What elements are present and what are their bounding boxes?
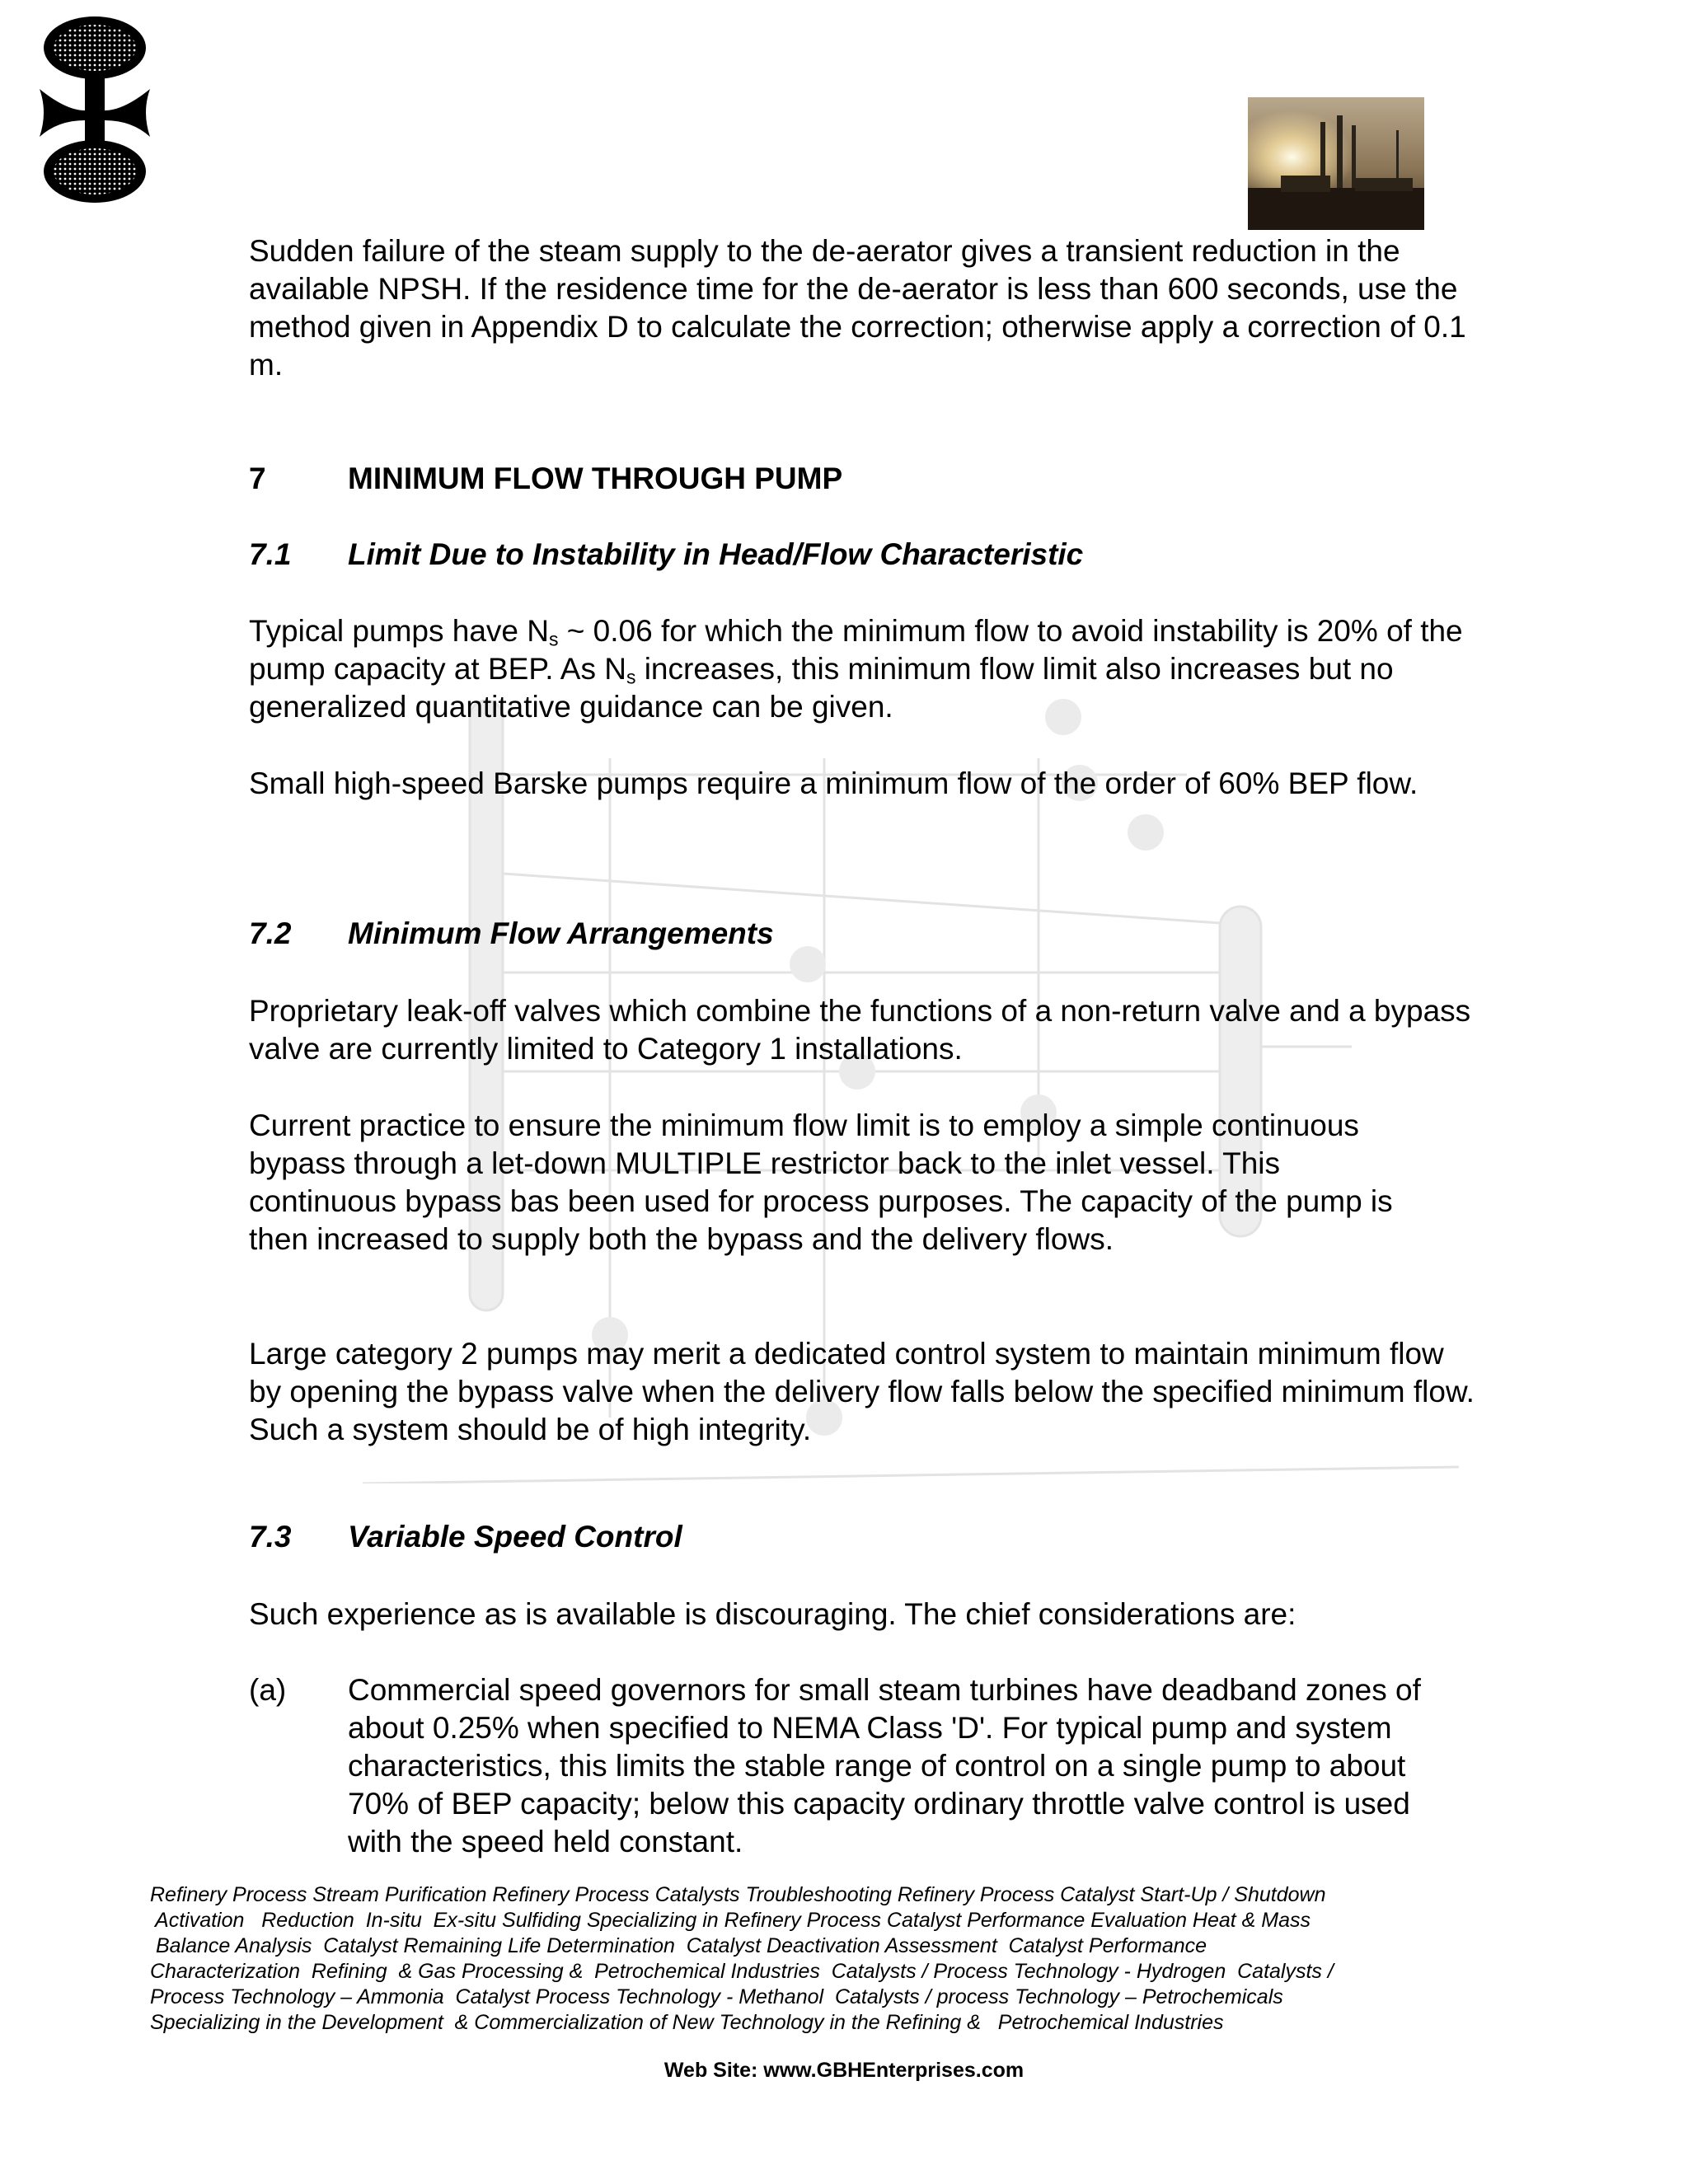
section-7-heading — [249, 462, 1403, 499]
section-7-1-paragraph-1 — [249, 612, 1469, 726]
section-7-2-heading — [249, 916, 1403, 954]
section-7-3-heading — [249, 1520, 1403, 1558]
footer-line: Balance Analysis Catalyst Remaining Life Determination Catalyst Deactivation Assessment Catalyst Performance — [150, 1934, 1207, 1957]
company-emblem-icon — [33, 13, 157, 207]
refinery-sunset-photo — [1248, 97, 1424, 230]
list-item-label: (a) — [249, 1673, 287, 1707]
footer-line: Specializing in the Development & Commercialization of New Technology in the Refining & Petrochemical Industries — [150, 2011, 1224, 2034]
section-number: 7 — [249, 462, 266, 495]
section-7-3-paragraph-1: Such experience as is available is discouraging. The chief considerations are: — [249, 1597, 1296, 1631]
list-item-text: Commercial speed governors for small steam turbines have deadband zones of about 0.25% when specified to NEMA Class 'D'. For typical pump and system characteristics, this limits the stable range of control on a single pump to about 70% of BEP capacity; below this capacity ordinary throttle valve control is used with the speed held constant. — [348, 1673, 1421, 1858]
section-title: Variable Speed Control — [348, 1520, 682, 1554]
text-run: ~ 0.06 for which the minimum flow to avoid instability is 20% of the pump capacity at BEP. As N — [249, 614, 1463, 686]
section-7-2-paragraph-3: Large category 2 pumps may merit a dedicated control system to maintain minimum flow by opening the bypass valve when the delivery flow falls below the specified minimum flow. Such a system should be of high integrity. — [249, 1337, 1475, 1446]
website-link[interactable]: Web Site: www.GBHEnterprises.com — [663, 2059, 1025, 2082]
footer-line: Refinery Process Stream Purification Refinery Process Catalysts Troubleshooting Refinery Process Catalyst Start-Up / Shutdown — [150, 1883, 1326, 1906]
section-7-1-heading — [249, 537, 1403, 575]
text-run: increases, this minimum flow limit also increases but no generalized quantitative guidance can be given. — [249, 652, 1394, 724]
subscript: s — [626, 666, 636, 688]
section-title: MINIMUM FLOW THROUGH PUMP — [348, 462, 843, 495]
section-title: Limit Due to Instability in Head/Flow Characteristic — [348, 537, 1084, 571]
text-run: Typical pumps have N — [249, 614, 550, 648]
section-number: 7.3 — [249, 1520, 292, 1554]
subscript: s — [549, 628, 559, 650]
intro-paragraph: Sudden failure of the steam supply to the de-aerator gives a transient reduction in the available NPSH. If the residence time for the de-aerator is less than 600 seconds, use the method given in Appendix D to calculate the correction; otherwise apply a correction of 0.1 m. — [249, 234, 1466, 382]
section-title: Minimum Flow Arrangements — [348, 916, 774, 950]
section-number: 7.1 — [249, 537, 292, 571]
footer-line: Process Technology – Ammonia Catalyst Process Technology - Methanol Catalysts / process Technology – Petrochemicals — [150, 1985, 1283, 2008]
footer-line: Characterization Refining & Gas Processing & Petrochemical Industries Catalysts / Process Technology - Hydrogen Catalysts / — [150, 1960, 1334, 1983]
footer-line: Activation Reduction In-situ Ex-situ Sulfiding Specializing in Refinery Process Catalyst Performance Evaluation Heat & Mass — [150, 1909, 1311, 1932]
footer-services — [150, 1882, 1436, 2036]
section-7-2-paragraph-1: Proprietary leak-off valves which combine the functions of a non-return valve and a bypass valve are currently limited to Category 1 installations. — [249, 994, 1471, 1066]
section-7-1-paragraph-2: Small high-speed Barske pumps require a minimum flow of the order of 60% BEP flow. — [249, 766, 1418, 800]
section-number: 7.2 — [249, 916, 292, 950]
section-7-2-paragraph-2: Current practice to ensure the minimum flow limit is to employ a simple continuous bypass through a let-down MULTIPLE restrictor back to the inlet vessel. This continuous bypass bas been used for process purposes. The capacity of the pump is then increased to supply both the bypass and the delivery flows. — [249, 1108, 1393, 1256]
